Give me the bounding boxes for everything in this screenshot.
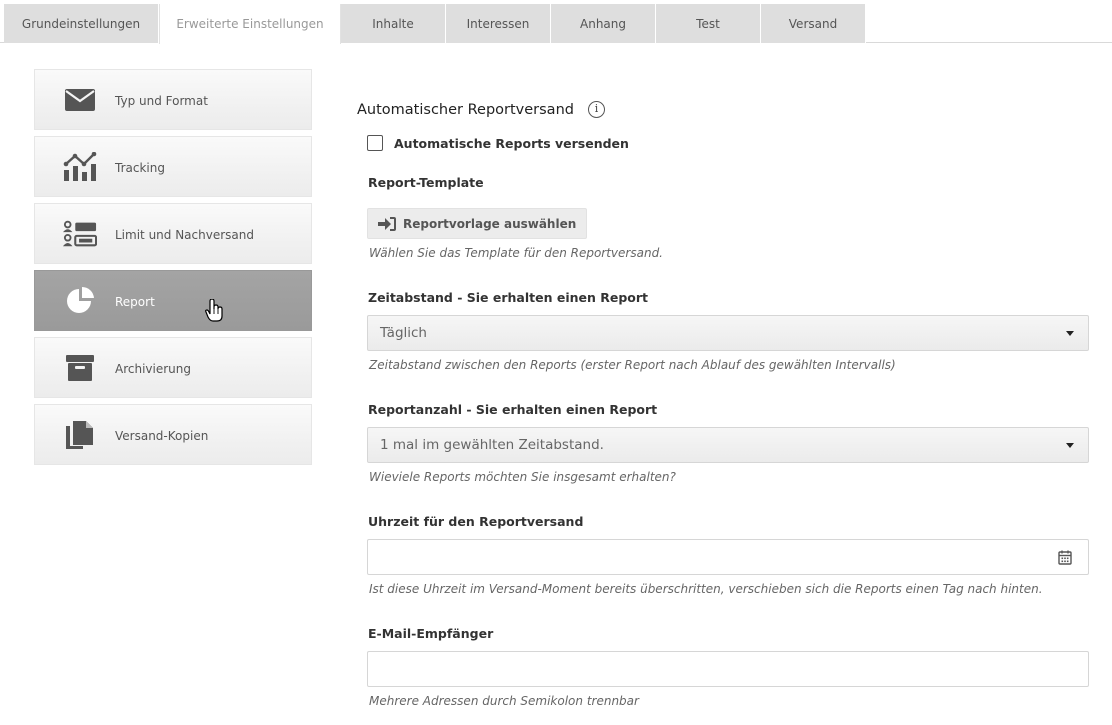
caret-down-icon [1066,443,1074,448]
interval-label: Zeitabstand - Sie erhalten einen Report [368,290,649,305]
interval-select[interactable]: Täglich [367,315,1089,351]
tab-inhalte[interactable]: Inhalte [341,4,446,43]
caret-down-icon [1066,331,1074,336]
sidebar-item-label: Archivierung [115,361,191,376]
report-template-label: Report-Template [368,175,484,190]
count-select[interactable]: 1 mal im gewählten Zeitabstand. [367,427,1089,463]
tab-interessen[interactable]: Interessen [446,4,551,43]
sidebar-item-versand-kopien[interactable] [34,404,312,465]
sidebar-item-label: Typ und Format [115,93,208,108]
auto-report-checkbox[interactable] [367,135,383,151]
info-icon[interactable]: i [588,101,605,118]
chart-icon [63,151,97,183]
select-report-template-button[interactable]: Reportvorlage auswählen [367,208,587,239]
sidebar-item-label: Limit und Nachversand [115,227,254,242]
hand-cursor-icon [205,299,223,327]
users-list-icon [63,218,97,250]
recipients-hint: Mehrere Adressen durch Semikolon trennbar [369,694,639,708]
time-label: Uhrzeit für den Reportversand [368,514,584,529]
tab-bar [0,0,1112,43]
archive-icon [63,352,97,384]
recipients-label: E-Mail-Empfänger [368,626,494,641]
section-title: Automatischer Reportversand i [357,101,605,118]
tab-erweiterte-einstellungen[interactable]: Erweiterte Einstellungen [159,4,341,44]
report-template-hint: Wählen Sie das Template für den Reportversand. [369,246,663,260]
interval-hint: Zeitabstand zwischen den Reports (erster Report nach Ablauf des gewählten Intervalls) [369,358,896,372]
sidebar-item-typ-und-format[interactable] [34,69,312,130]
tab-grundeinstellungen[interactable]: Grundeinstellungen [4,4,159,43]
sidebar-item-label: Report [115,294,155,309]
time-input[interactable] [367,539,1089,575]
recipients-input[interactable] [367,651,1089,687]
auto-report-label: Automatische Reports versenden [394,136,629,151]
sidebar-item-label: Tracking [115,160,165,175]
sidebar-item-limit-und-nachversand[interactable] [34,203,312,264]
sidebar-item-tracking[interactable] [34,136,312,197]
tab-anhang[interactable]: Anhang [551,4,656,43]
count-hint: Wieviele Reports möchten Sie insgesamt erhalten? [369,470,676,484]
pie-chart-icon [63,285,97,317]
time-hint: Ist diese Uhrzeit im Versand-Moment bereits überschritten, verschieben sich die Reports einen Tag nach hinten. [369,582,1043,596]
tab-versand[interactable]: Versand [761,4,866,43]
calendar-icon[interactable] [1058,550,1072,565]
sidebar-item-report[interactable] [34,270,312,331]
sidebar-item-label: Versand-Kopien [115,428,209,443]
count-label: Reportanzahl - Sie erhalten einen Report [368,402,658,417]
copy-icon [63,419,97,451]
sidebar-item-archivierung[interactable] [34,337,312,398]
sign-in-icon [378,217,396,231]
tab-test[interactable]: Test [656,4,761,43]
envelope-icon [63,84,97,116]
